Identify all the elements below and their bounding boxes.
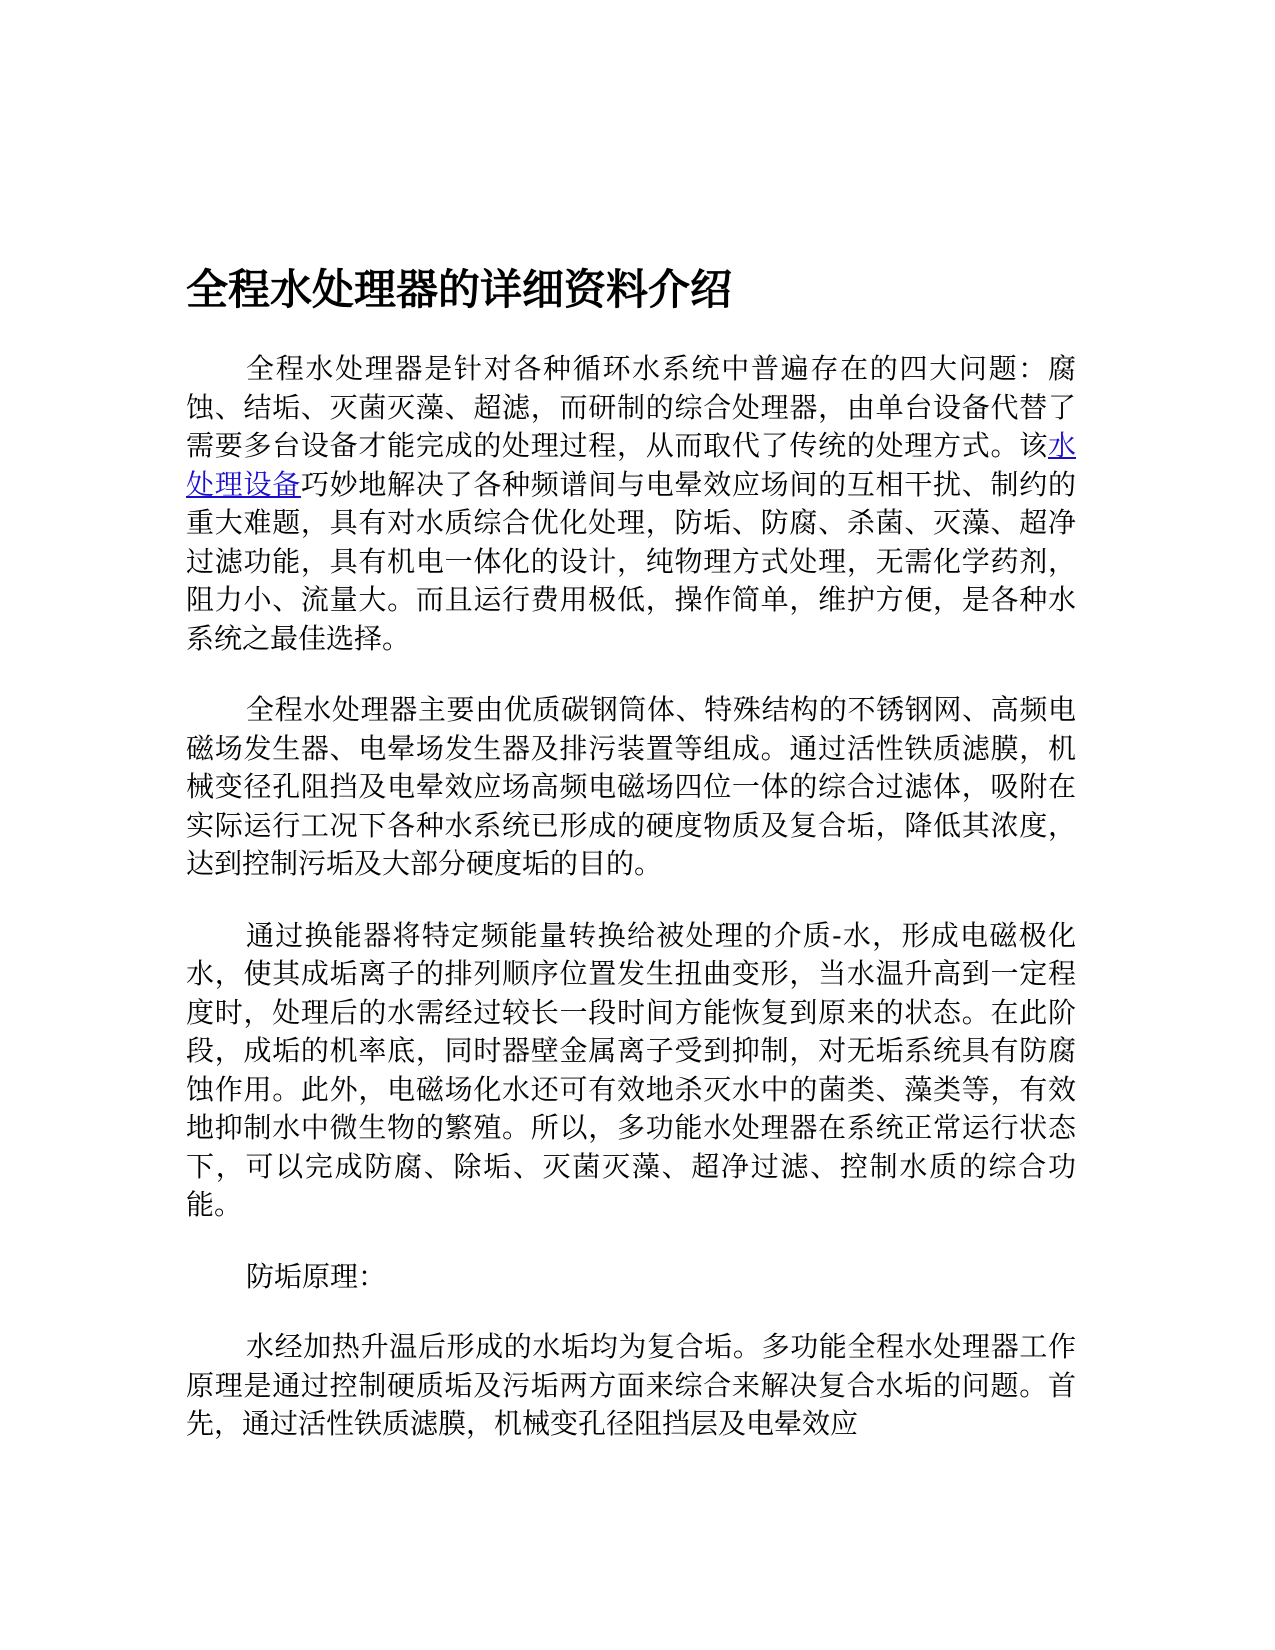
paragraph-intro-text-before-link: 全程水处理器是针对各种循环水系统中普遍存在的四大问题：腐蚀、结垢、灭菌灭藻、超滤，而研制的综合处理器，由单台设备代替了需要多台设备才能完成的处理过程，从而取代了传统的处理方式。该 [186,352,1076,462]
document-title: 全程水处理器的详细资料介绍 [186,265,733,314]
paragraph-composition: 全程水处理器主要由优质碳钢筒体、特殊结构的不锈钢网、高频电磁场发生器、电晕场发生器及排污装置等组成。通过活性铁质滤膜，机械变径孔阻挡及电晕效应场高频电磁场四位一体的综合过滤体，吸附在实际运行工况下各种水系统已形成的硬度物质及复合垢，降低其浓度，达到控制污垢及大部分硬度垢的目的。 [186,693,1076,880]
paragraph-scale-principle: 水经加热升温后形成的水垢均为复合垢。多功能全程水处理器工作原理是通过控制硬质垢及污垢两方面来综合来解决复合水垢的问题。首先，通过活性铁质滤膜，机械变孔径阻挡层及电晕效应 [186,1330,1076,1440]
document-page [186,262,1076,1477]
paragraph-intro [186,350,1076,658]
paragraph-heading-scale-prevention: 防垢原理： [246,1259,387,1293]
paragraph-intro-text-after-link: 巧妙地解决了各种频谱间与电晕效应场间的互相干扰、制约的重大难题，具有对水质综合优化处理，防垢、防腐、杀菌、灭藻、超净过滤功能，具有机电一体化的设计，纯物理方式处理，无需化学药剂，阻力小、流量大。而且运行费用极低，操作简单，维护方便，是各种水系统之最佳选择。 [186,467,1076,655]
water-treatment-equipment-link[interactable]: 水处理设备 [186,429,1076,501]
paragraph-transducer: 通过换能器将特定频能量转换给被处理的介质-水，形成电磁极化水，使其成垢离子的排列顺序位置发生扭曲变形，当水温升高到一定程度时，处理后的水需经过较长一段时间方能恢复到原来的状态。在此阶段，成垢的机率底，同时器壁金属离子受到抑制，对无垢系统具有防腐蚀作用。此外，电磁场化水还可有效地杀灭水中的菌类、藻类等，有效地抑制水中微生物的繁殖。所以，多功能水处理器在系统正常运行状态下，可以完成防腐、除垢、灭菌灭藻、超净过滤、控制水质的综合功能。 [186,918,1076,1221]
